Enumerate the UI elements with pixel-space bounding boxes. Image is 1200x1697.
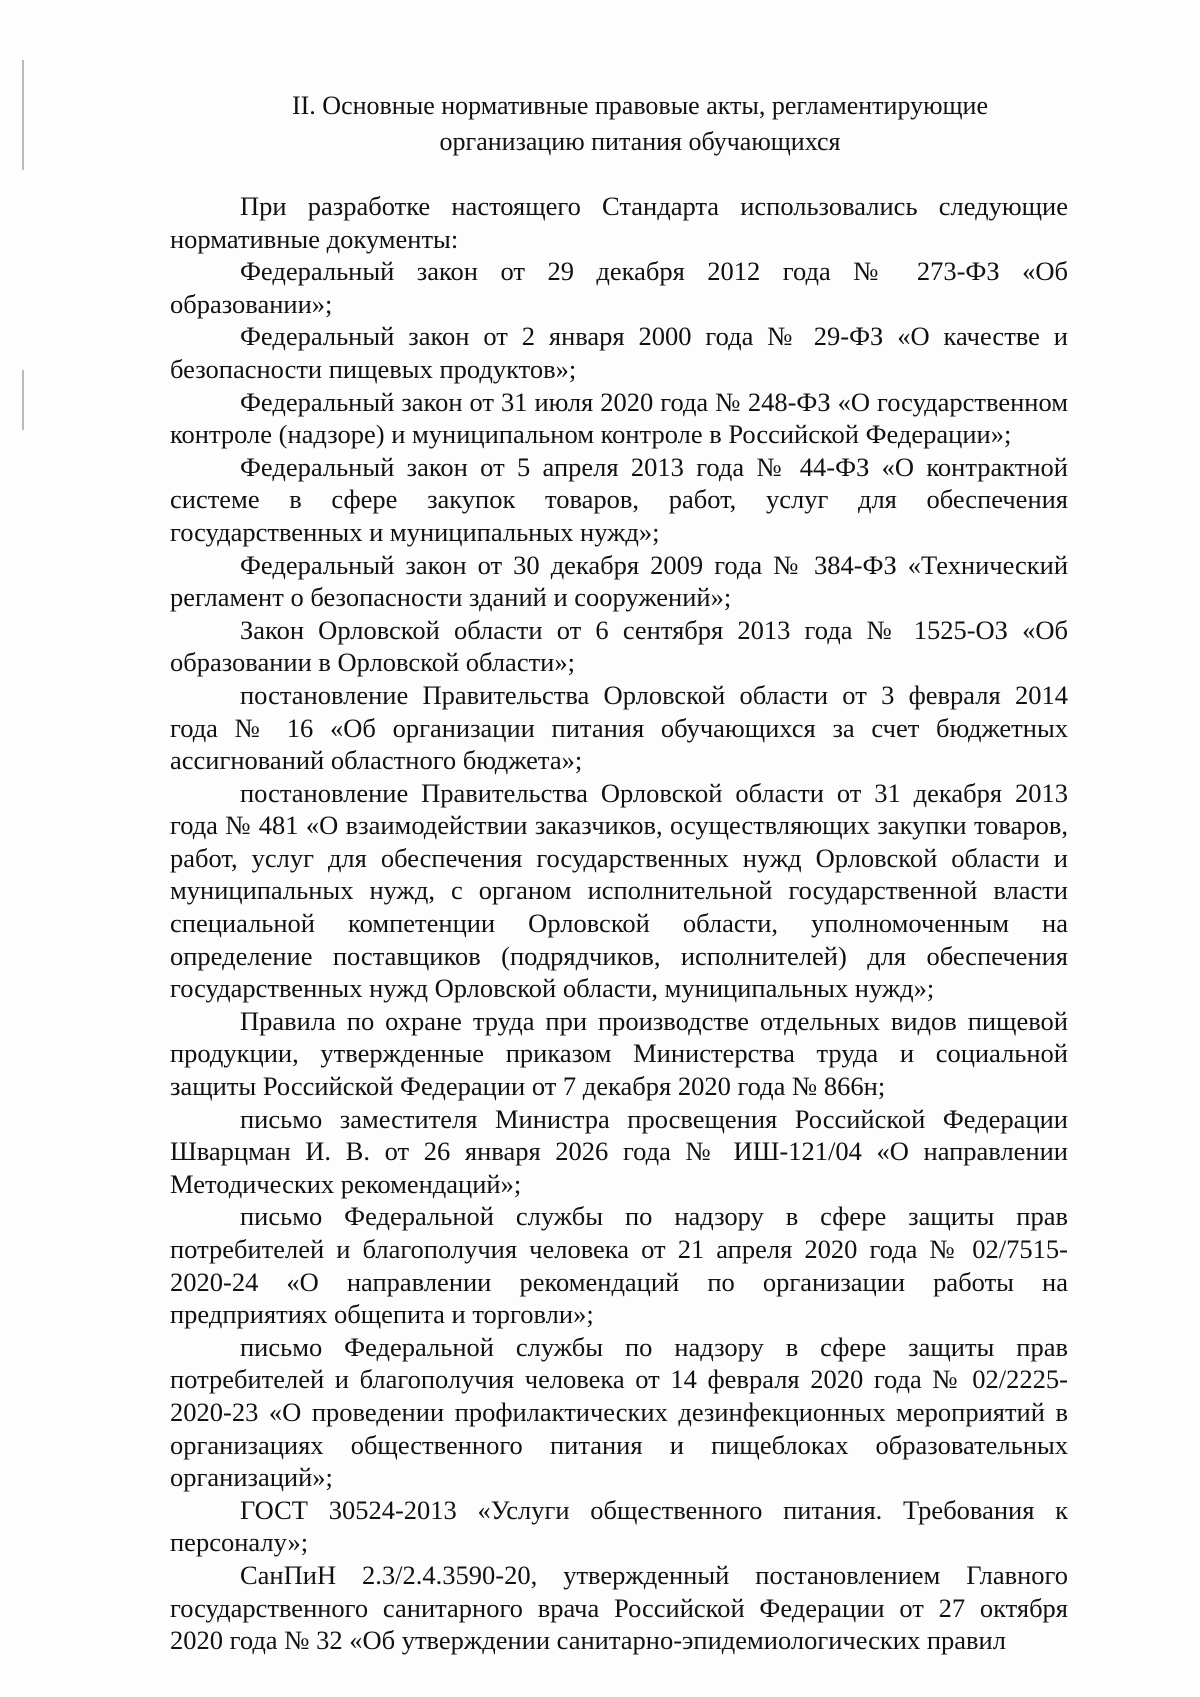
list-item: письмо заместителя Министра просвещения Российской Федерации Шварцман И. В. от 26 января 2026 года № ИШ-121/04 «О направлении Методических рекомендаций»; [170,1103,1068,1199]
list-item: Федеральный закон от 30 декабря 2009 года № 384-ФЗ «Технический регламент о безопасности зданий и сооружений»; [170,549,1068,613]
list-item: письмо Федеральной службы по надзору в сфере защиты прав потребителей и благополучия человека от 21 апреля 2020 года № 02/7515-2020-24 «О направлении рекомендаций по организации работы на предприятиях общепита и торговли»; [170,1201,1068,1330]
scan-edge-mark [22,370,24,430]
list-item: постановление Правительства Орловской области от 31 декабря 2013 года № 481 «О взаимодействии заказчиков, осуществляющих закупки товаров, работ, услуг для обеспечения государственных нужд Орловской области и муниципальных нужд, с органом исполнительной государственной власти специальной компетенции Орловской области, уполномоченным на определение поставщиков (подрядчиков, исполнителей) для обеспечения государственных нужд Орловской области, муниципальных нужд»; [170,777,1068,1004]
list-item: Правила по охране труда при производстве отдельных видов пищевой продукции, утвержденные приказом Министерства труда и социальной защиты Российской Федерации от 7 декабря 2020 года № 866н; [170,1005,1068,1102]
section-heading [250,88,1030,160]
heading-line-2: организацию питания обучающихся [439,127,841,156]
paragraph-intro: При разработке настоящего Стандарта использовались следующие нормативные документы: [170,191,1068,254]
list-item: Федеральный закон от 29 декабря 2012 года № 273-ФЗ «Об образовании»; [170,256,1068,319]
list-item: Федеральный закон от 5 апреля 2013 года № 44-ФЗ «О контрактной системе в сфере закупок товаров, работ, услуг для обеспечения государственных и муниципальных нужд»; [170,451,1068,547]
list-item: письмо Федеральной службы по надзору в сфере защиты прав потребителей и благополучия человека от 14 февраля 2020 года № 02/2225-2020-23 «О проведении профилактических дезинфекционных мероприятий в организациях общественного питания и пищеблоках образовательных организаций»; [170,1331,1068,1493]
list-item: СанПиН 2.3/2.4.3590-20, утвержденный постановлением Главного государственного санитарного врача Российской Федерации от 27 октября 2020 года № 32 «Об утверждении санитарно-эпидемиологических правил [170,1559,1068,1656]
list-item: Федеральный закон от 2 января 2000 года № 29-ФЗ «О качестве и безопасности пищевых продуктов»; [170,321,1068,384]
list-item: постановление Правительства Орловской области от 3 февраля 2014 года № 16 «Об организации питания обучающихся за счет бюджетных ассигнований областного бюджета»; [170,679,1068,776]
list-item: ГОСТ 30524-2013 «Услуги общественного питания. Требования к персоналу»; [170,1494,1068,1558]
document-body [170,190,1068,1657]
scan-edge-mark [22,60,24,170]
heading-line-1: II. Основные нормативные правовые акты, регламентирующие [291,91,989,120]
list-item: Закон Орловской области от 6 сентября 2013 года № 1525-ОЗ «Об образовании в Орловской области»; [170,614,1068,678]
list-item: Федеральный закон от 31 июля 2020 года № 248-ФЗ «О государственном контроле (надзоре) и муниципальном контроле в Российской Федерации»; [170,386,1068,450]
